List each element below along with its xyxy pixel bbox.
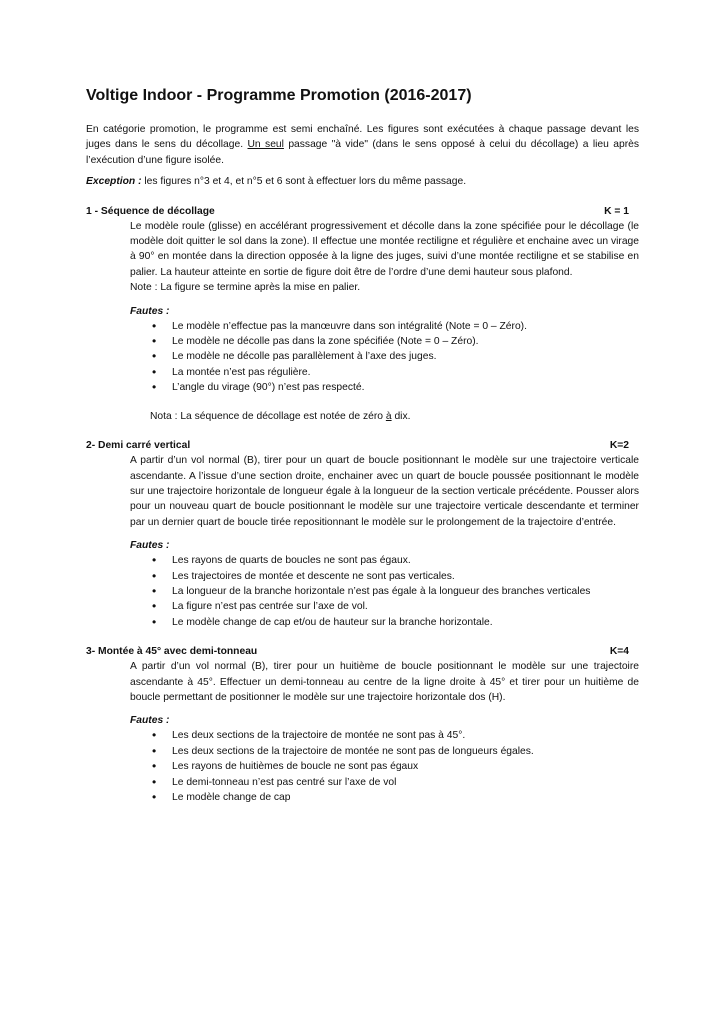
list-item: • Les trajectoires de montée et descente ne sont pas verticales. bbox=[130, 569, 639, 584]
section-description: A partir d’un vol normal (B), tirer pour un quart de boucle positionnant le modèle sur une trajectoire verticale ascendante. A l’issue d’une section droite, enchainer avec un quart de boucle poussée positionnant le modèle sur une trajectoire horizontale de longueur égale à la longueur de la section verticale précédente. Pousser alors pour un nouveau quart de boucle positionnant le modèle sur une trajectoire verticale descendante et terminer par un dernier quart de boucle tirée repositionnant le modèle sur le prolongement de la trajectoire d’entrée. bbox=[130, 455, 639, 528]
section-3 bbox=[86, 645, 639, 805]
list-item: • Le modèle ne décolle pas parallèlement à l’axe des juges. bbox=[130, 349, 639, 364]
section-header bbox=[86, 645, 639, 659]
section-description: A partir d’un vol normal (B), tirer pour un huitième de boucle positionnant le modèle sur une trajectoire ascendante à 45°. Effectuer un demi-tonneau au centre de la ligne droite à 45° et tirer pour un huitième de boucle permettant de positionner le modèle sur une trajectoire horizontale dos (H). bbox=[130, 661, 639, 703]
section-2 bbox=[86, 439, 639, 630]
section-header bbox=[86, 439, 639, 453]
list-item: • Le modèle n’effectue pas la manœuvre dans son intégralité (Note = 0 – Zéro). bbox=[130, 319, 639, 334]
nota-underlined: à bbox=[385, 410, 392, 422]
section-description: Le modèle roule (glisse) en accélérant progressivement et décolle dans la zone spécifiée pour le décollage (le modèle doit quitter le sol dans la zone). Il effectue une montée rectiligne et régulière et enchaine avec un virage à 90° en montée dans la direction opposée à la ligne des juges, suivi d’une montée rectiligne et se stabilise en palier. La hauteur atteinte en sortie de figure doit être de l’ordre d’une demi hauteur sous plafond. bbox=[130, 220, 639, 278]
section-title: 1 - Séquence de décollage bbox=[86, 205, 215, 217]
list-item: • La figure n’est pas centrée sur l’axe de vol. bbox=[130, 599, 639, 614]
section-1 bbox=[86, 205, 639, 424]
list-item: • Les deux sections de la trajectoire de montée ne sont pas de longueurs égales. bbox=[130, 744, 639, 759]
fautes-list bbox=[86, 728, 639, 805]
fautes-label: Fautes : bbox=[130, 715, 170, 727]
page-title: Voltige Indoor - Programme Promotion (2016-2017) bbox=[86, 87, 472, 104]
intro-paragraph bbox=[86, 122, 639, 168]
section-coefficient: K = 1 bbox=[604, 205, 629, 217]
section-header bbox=[86, 205, 639, 219]
list-item: • Les deux sections de la trajectoire de montée ne sont pas à 45°. bbox=[130, 728, 639, 743]
section-body bbox=[86, 659, 639, 728]
intro-text-1: En catégorie promotion, le programme est semi enchaîné. Les figures sont exécutées à chaque passage devant les juges dans le sens du décollage. bbox=[86, 124, 639, 151]
section-coefficient: K=4 bbox=[609, 646, 629, 658]
list-item: • Le modèle change de cap bbox=[130, 790, 639, 805]
nota-paragraph bbox=[86, 409, 639, 424]
intro-text-2: passage "à vide" (dans le sens opposé à celui du décollage) a lieu après l’exécution d’une figure isolée. bbox=[86, 139, 639, 166]
list-item: • Le modèle change de cap et/ou de hauteur sur la branche horizontale. bbox=[130, 615, 639, 630]
fautes-label: Fautes : bbox=[130, 540, 170, 552]
list-item: • Les rayons de huitièmes de boucle ne sont pas égaux bbox=[130, 759, 639, 774]
intro-underlined: Un seul bbox=[247, 139, 284, 151]
nota-text-1: Nota : La séquence de décollage est notée de zéro bbox=[150, 410, 386, 422]
list-item: • La montée n’est pas régulière. bbox=[130, 365, 639, 380]
section-coefficient: K=2 bbox=[609, 440, 629, 452]
fautes-label: Fautes : bbox=[130, 305, 170, 317]
section-body bbox=[86, 453, 639, 553]
fautes-list bbox=[86, 319, 639, 396]
list-item: • Le demi-tonneau n’est pas centré sur l’axe de vol bbox=[130, 775, 639, 790]
exception-paragraph bbox=[86, 174, 639, 189]
list-item: • La longueur de la branche horizontale n’est pas égale à la longueur des branches verticales bbox=[130, 584, 639, 599]
section-title: 3- Montée à 45° avec demi-tonneau bbox=[86, 646, 258, 658]
section-title: 2- Demi carré vertical bbox=[86, 440, 191, 452]
section-body bbox=[86, 219, 639, 319]
list-item: • Les rayons de quarts de boucles ne sont pas égaux. bbox=[130, 553, 639, 568]
exception-label: Exception : bbox=[86, 176, 142, 188]
nota-text-2: dix. bbox=[391, 410, 411, 422]
section-note: Note : La figure se termine après la mise en palier. bbox=[130, 282, 361, 294]
fautes-list bbox=[86, 553, 639, 630]
exception-text: les figures n°3 et 4, et n°5 et 6 sont à effectuer lors du même passage. bbox=[141, 176, 467, 188]
list-item: • Le modèle ne décolle pas dans la zone spécifiée (Note = 0 – Zéro). bbox=[130, 334, 639, 349]
list-item: • L’angle du virage (90°) n’est pas respecté. bbox=[130, 380, 639, 395]
